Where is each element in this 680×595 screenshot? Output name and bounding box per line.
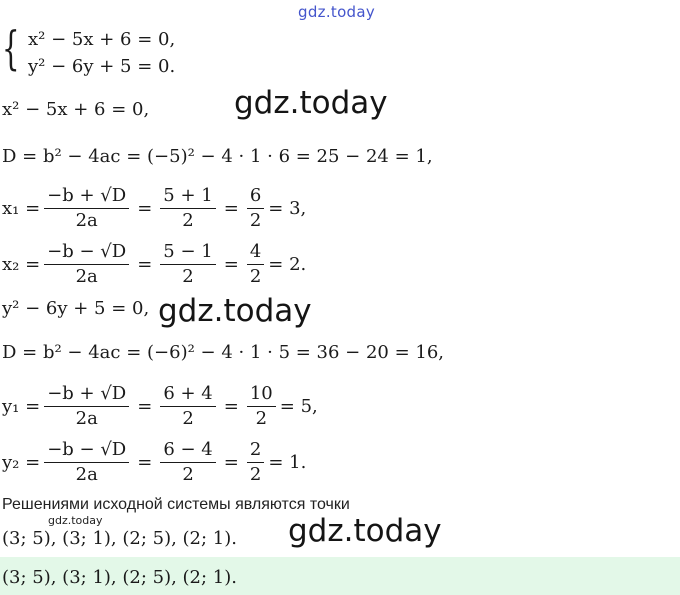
y1-formula: y₁ = $\frac{-b + √D}{2a}$ = $\frac{6 + 4}{2}$ = $\frac{10}{2}$ = 5, bbox=[2, 383, 318, 429]
x1-result: = 3, bbox=[268, 197, 307, 219]
y-discriminant: D = b² − 4ac = (−6)² − 4 · 1 · 5 = 36 − 20 = 16, bbox=[2, 342, 445, 363]
y1-result: = 5, bbox=[279, 395, 318, 417]
conclusion-caption: Решениями исходной системы являются точки bbox=[2, 496, 350, 513]
watermark-top: gdz.today bbox=[298, 3, 376, 21]
system-eq1: x² − 5x + 6 = 0, bbox=[28, 29, 176, 50]
y1-frac-subst: $\frac{6 + 4}{2}$ bbox=[160, 384, 215, 429]
x1-formula: x₁ = $\frac{-b + √D}{2a}$ = $\frac{5 + 1}{2}$ = $\frac{6}{2}$ = 3, bbox=[2, 185, 307, 231]
y2-frac-subst: $\frac{6 - 4}{2}$ bbox=[160, 440, 215, 485]
answer-text: (3; 5), (3; 1), (2; 5), (2; 1). bbox=[2, 567, 237, 588]
y2-formula: y₂ = $\frac{-b - √D}{2a}$ = $\frac{6 - 4}{2}$ = $\frac{2}{2}$ = 1. bbox=[2, 438, 307, 485]
x2-frac-general: $\frac{-b - √D}{2a}$ bbox=[44, 242, 129, 287]
solution-points: (3; 5), (3; 1), (2; 5), (2; 1). bbox=[2, 528, 237, 549]
y2-frac-simplified: $\frac{2}{2}$ bbox=[247, 440, 264, 485]
x2-lhs: x₂ = bbox=[2, 253, 41, 275]
y1-frac-general: $\frac{-b + √D}{2a}$ bbox=[44, 384, 129, 429]
x2-formula: x₂ = $\frac{-b - √D}{2a}$ = $\frac{5 - 1}{2}$ = $\frac{4}{2}$ = 2. bbox=[2, 240, 307, 287]
watermark-2: gdz.today bbox=[158, 293, 312, 329]
x1-frac-simplified: $\frac{6}{2}$ bbox=[247, 186, 264, 231]
answer-box bbox=[0, 557, 680, 595]
x2-frac-subst: $\frac{5 - 1}{2}$ bbox=[160, 242, 215, 287]
system-brace: { bbox=[2, 21, 20, 75]
y2-lhs: y₂ = bbox=[2, 451, 41, 473]
watermark-3: gdz.today bbox=[288, 513, 442, 549]
x1-frac-subst: $\frac{5 + 1}{2}$ bbox=[160, 186, 215, 231]
y1-frac-simplified: $\frac{10}{2}$ bbox=[247, 384, 276, 429]
watermark-small: gdz.today bbox=[48, 514, 103, 527]
y2-frac-general: $\frac{-b - √D}{2a}$ bbox=[44, 440, 129, 485]
x2-frac-simplified: $\frac{4}{2}$ bbox=[247, 242, 264, 287]
x1-lhs: x₁ = bbox=[2, 197, 41, 219]
system-eq2: y² − 6y + 5 = 0. bbox=[28, 56, 176, 77]
watermark-1: gdz.today bbox=[234, 85, 388, 121]
y-equation: y² − 6y + 5 = 0, bbox=[2, 298, 150, 319]
y2-result: = 1. bbox=[268, 451, 307, 473]
x-equation: x² − 5x + 6 = 0, bbox=[2, 99, 150, 120]
x-discriminant: D = b² − 4ac = (−5)² − 4 · 1 · 6 = 25 − 24 = 1, bbox=[2, 146, 433, 167]
y1-lhs: y₁ = bbox=[2, 395, 41, 417]
x2-result: = 2. bbox=[268, 253, 307, 275]
x1-frac-general: $\frac{-b + √D}{2a}$ bbox=[44, 186, 129, 231]
